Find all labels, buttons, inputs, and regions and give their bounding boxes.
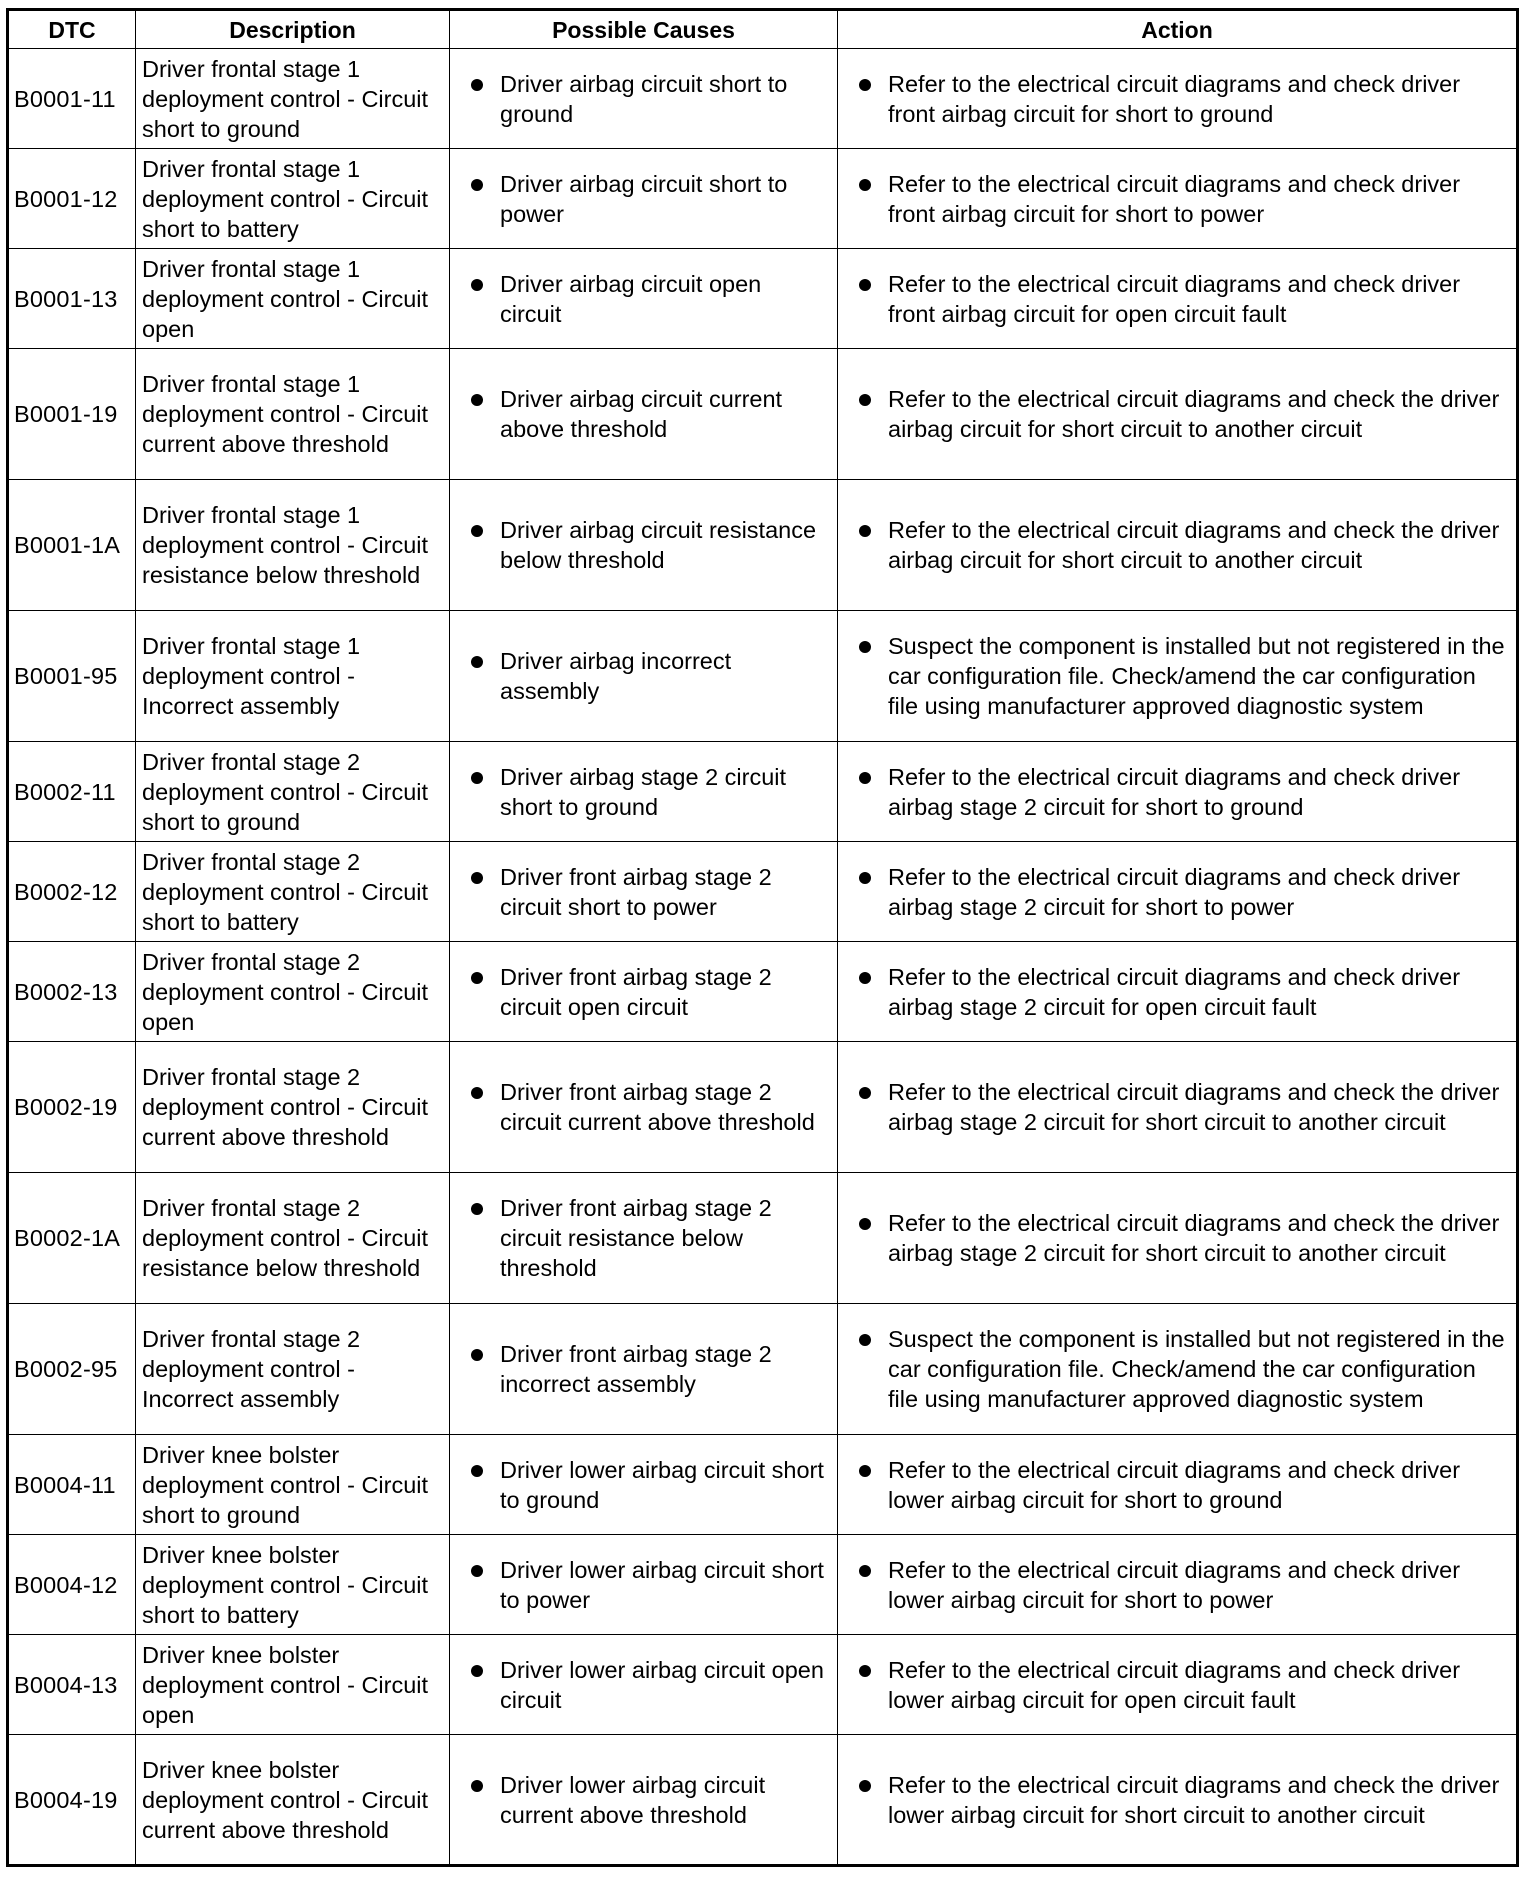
table-row xyxy=(8,480,1518,611)
table-row xyxy=(8,1735,1518,1866)
action-item xyxy=(856,69,1506,129)
dtc-code: B0002-95 xyxy=(8,1304,136,1435)
possible-cause-cell xyxy=(450,1042,838,1173)
dtc-description: Driver frontal stage 2 deployment control - Circuit current above threshold xyxy=(136,1042,450,1173)
table-row xyxy=(8,742,1518,842)
action-item xyxy=(856,1555,1506,1615)
possible-cause-text: Driver airbag circuit short to ground xyxy=(500,70,788,127)
dtc-code: B0002-1A xyxy=(8,1173,136,1304)
bullet-icon xyxy=(471,1780,483,1792)
bullet-icon xyxy=(471,1203,483,1215)
dtc-description: Driver knee bolster deployment control - Circuit short to ground xyxy=(136,1435,450,1535)
dtc-description: Driver frontal stage 2 deployment control - Circuit short to battery xyxy=(136,842,450,942)
table-row xyxy=(8,249,1518,349)
table-row xyxy=(8,842,1518,942)
possible-cause-text: Driver lower airbag circuit short to power xyxy=(500,1556,824,1613)
bullet-icon xyxy=(859,772,871,784)
bullet-icon xyxy=(471,972,483,984)
action-item xyxy=(856,1655,1506,1715)
bullet-icon xyxy=(859,394,871,406)
possible-cause-cell xyxy=(450,742,838,842)
possible-cause-cell xyxy=(450,1535,838,1635)
action-text: Refer to the electrical circuit diagrams and check driver airbag stage 2 circuit for short to power xyxy=(888,863,1461,920)
bullet-icon xyxy=(859,1565,871,1577)
action-cell xyxy=(838,249,1518,349)
possible-cause-text: Driver front airbag stage 2 circuit short to power xyxy=(500,863,772,920)
table-row xyxy=(8,942,1518,1042)
possible-cause-text: Driver lower airbag circuit short to ground xyxy=(500,1456,824,1513)
dtc-code: B0001-95 xyxy=(8,611,136,742)
dtc-description: Driver frontal stage 2 deployment control - Circuit resistance below threshold xyxy=(136,1173,450,1304)
possible-cause-item xyxy=(468,269,827,329)
possible-cause-item xyxy=(468,1455,827,1515)
action-text: Refer to the electrical circuit diagrams and check driver front airbag circuit for short to ground xyxy=(888,70,1461,127)
possible-cause-item xyxy=(468,515,827,575)
possible-cause-text: Driver front airbag stage 2 circuit open circuit xyxy=(500,963,772,1020)
bullet-icon xyxy=(859,972,871,984)
possible-cause-cell xyxy=(450,1173,838,1304)
action-cell xyxy=(838,1635,1518,1735)
bullet-icon xyxy=(859,179,871,191)
action-item xyxy=(856,962,1506,1022)
column-header-dtc: DTC xyxy=(8,10,136,49)
bullet-icon xyxy=(471,772,483,784)
dtc-code: B0004-11 xyxy=(8,1435,136,1535)
action-text: Refer to the electrical circuit diagrams and check driver airbag stage 2 circuit for open circuit fault xyxy=(888,963,1461,1020)
bullet-icon xyxy=(859,872,871,884)
possible-cause-item xyxy=(468,1193,827,1283)
possible-cause-item xyxy=(468,762,827,822)
action-text: Refer to the electrical circuit diagrams and check driver front airbag circuit for short to power xyxy=(888,170,1461,227)
dtc-description: Driver knee bolster deployment control - Circuit current above threshold xyxy=(136,1735,450,1866)
table-row xyxy=(8,1173,1518,1304)
action-item xyxy=(856,269,1506,329)
dtc-code: B0002-19 xyxy=(8,1042,136,1173)
dtc-code: B0004-12 xyxy=(8,1535,136,1635)
possible-cause-item xyxy=(468,1339,827,1399)
possible-cause-item xyxy=(468,1770,827,1830)
bullet-icon xyxy=(859,279,871,291)
possible-cause-text: Driver front airbag stage 2 incorrect assembly xyxy=(500,1341,772,1397)
dtc-code: B0002-13 xyxy=(8,942,136,1042)
table-row xyxy=(8,1042,1518,1173)
possible-cause-cell xyxy=(450,149,838,249)
bullet-icon xyxy=(859,1087,871,1099)
possible-cause-cell xyxy=(450,1435,838,1535)
possible-cause-text: Driver lower airbag circuit current above threshold xyxy=(500,1771,766,1828)
bullet-icon xyxy=(471,1665,483,1677)
table-row xyxy=(8,1535,1518,1635)
bullet-icon xyxy=(471,279,483,291)
possible-cause-item xyxy=(468,169,827,229)
column-header-description: Description xyxy=(136,10,450,49)
dtc-description: Driver frontal stage 2 deployment control - Circuit short to ground xyxy=(136,742,450,842)
table-row xyxy=(8,49,1518,149)
action-text: Refer to the electrical circuit diagrams and check the driver airbag stage 2 circuit for short circuit to another circuit xyxy=(888,1079,1500,1135)
table-row xyxy=(8,1304,1518,1435)
action-item xyxy=(856,1208,1506,1268)
bullet-icon xyxy=(859,79,871,91)
action-cell xyxy=(838,480,1518,611)
bullet-icon xyxy=(859,1780,871,1792)
action-item xyxy=(856,515,1506,575)
possible-cause-cell xyxy=(450,1735,838,1866)
column-header-action: Action xyxy=(838,10,1518,49)
action-cell xyxy=(838,842,1518,942)
dtc-description: Driver frontal stage 1 deployment control - Circuit short to ground xyxy=(136,49,450,149)
dtc-code: B0002-11 xyxy=(8,742,136,842)
possible-cause-cell xyxy=(450,1635,838,1735)
action-text: Refer to the electrical circuit diagrams and check the driver airbag circuit for short circuit to another circuit xyxy=(888,386,1500,442)
action-item xyxy=(856,384,1506,444)
bullet-icon xyxy=(859,1665,871,1677)
bullet-icon xyxy=(471,179,483,191)
bullet-icon xyxy=(859,1218,871,1230)
action-cell xyxy=(838,1535,1518,1635)
action-item xyxy=(856,762,1506,822)
table-row xyxy=(8,349,1518,480)
dtc-code: B0002-12 xyxy=(8,842,136,942)
possible-cause-cell xyxy=(450,611,838,742)
possible-cause-text: Driver lower airbag circuit open circuit xyxy=(500,1656,824,1713)
dtc-code: B0004-13 xyxy=(8,1635,136,1735)
action-cell xyxy=(838,1735,1518,1866)
action-text: Refer to the electrical circuit diagrams and check driver airbag stage 2 circuit for short to ground xyxy=(888,763,1461,820)
table-row xyxy=(8,1435,1518,1535)
action-text: Suspect the component is installed but not registered in the car configuration file. Check/amend the car configuration file using manufacturer approved diagnostic system xyxy=(888,1326,1505,1412)
possible-cause-item xyxy=(468,1655,827,1715)
action-item xyxy=(856,1077,1506,1137)
possible-cause-text: Driver airbag incorrect assembly xyxy=(500,648,732,704)
action-text: Refer to the electrical circuit diagrams and check driver front airbag circuit for open circuit fault xyxy=(888,270,1461,327)
bullet-icon xyxy=(859,525,871,537)
action-text: Refer to the electrical circuit diagrams and check the driver airbag circuit for short circuit to another circuit xyxy=(888,517,1500,573)
dtc-description: Driver frontal stage 1 deployment control - Circuit current above threshold xyxy=(136,349,450,480)
bullet-icon xyxy=(471,1565,483,1577)
action-text: Refer to the electrical circuit diagrams and check the driver lower airbag circuit for short circuit to another circuit xyxy=(888,1771,1500,1828)
action-cell xyxy=(838,742,1518,842)
possible-cause-text: Driver airbag circuit current above threshold xyxy=(500,386,783,442)
action-text: Refer to the electrical circuit diagrams and check driver lower airbag circuit for short to ground xyxy=(888,1456,1461,1513)
action-text: Refer to the electrical circuit diagrams and check driver lower airbag circuit for short to power xyxy=(888,1556,1461,1613)
possible-cause-text: Driver airbag circuit short to power xyxy=(500,170,788,227)
bullet-icon xyxy=(471,1349,483,1361)
action-item xyxy=(856,631,1506,721)
bullet-icon xyxy=(471,525,483,537)
possible-cause-item xyxy=(468,1555,827,1615)
action-cell xyxy=(838,49,1518,149)
possible-cause-cell xyxy=(450,942,838,1042)
possible-cause-cell xyxy=(450,842,838,942)
bullet-icon xyxy=(859,1334,871,1346)
table-row xyxy=(8,611,1518,742)
possible-cause-text: Driver front airbag stage 2 circuit resistance below threshold xyxy=(500,1195,772,1281)
possible-cause-cell xyxy=(450,249,838,349)
possible-cause-item xyxy=(468,384,827,444)
possible-cause-cell xyxy=(450,1304,838,1435)
possible-cause-item xyxy=(468,1077,827,1137)
action-cell xyxy=(838,1435,1518,1535)
action-cell xyxy=(838,1304,1518,1435)
dtc-description: Driver frontal stage 1 deployment control - Circuit short to battery xyxy=(136,149,450,249)
action-text: Refer to the electrical circuit diagrams and check driver lower airbag circuit for open circuit fault xyxy=(888,1656,1461,1713)
possible-cause-item xyxy=(468,69,827,129)
table-row xyxy=(8,1635,1518,1735)
action-text: Refer to the electrical circuit diagrams and check the driver airbag stage 2 circuit for short circuit to another circuit xyxy=(888,1210,1500,1266)
table-header-row xyxy=(8,10,1518,49)
bullet-icon xyxy=(859,1465,871,1477)
dtc-code: B0004-19 xyxy=(8,1735,136,1866)
bullet-icon xyxy=(471,1465,483,1477)
bullet-icon xyxy=(471,79,483,91)
dtc-table xyxy=(6,8,1519,1867)
action-cell xyxy=(838,942,1518,1042)
action-item xyxy=(856,1455,1506,1515)
action-item xyxy=(856,1324,1506,1414)
possible-cause-cell xyxy=(450,480,838,611)
dtc-description: Driver knee bolster deployment control - Circuit short to battery xyxy=(136,1535,450,1635)
dtc-description: Driver frontal stage 2 deployment control - Incorrect assembly xyxy=(136,1304,450,1435)
action-item xyxy=(856,1770,1506,1830)
dtc-description: Driver knee bolster deployment control - Circuit open xyxy=(136,1635,450,1735)
bullet-icon xyxy=(471,394,483,406)
possible-cause-cell xyxy=(450,49,838,149)
action-item xyxy=(856,169,1506,229)
dtc-code: B0001-13 xyxy=(8,249,136,349)
dtc-description: Driver frontal stage 1 deployment control - Circuit resistance below threshold xyxy=(136,480,450,611)
possible-cause-item xyxy=(468,646,827,706)
action-cell xyxy=(838,1173,1518,1304)
action-cell xyxy=(838,611,1518,742)
possible-cause-item xyxy=(468,862,827,922)
dtc-description: Driver frontal stage 1 deployment control - Incorrect assembly xyxy=(136,611,450,742)
possible-cause-text: Driver airbag stage 2 circuit short to ground xyxy=(500,763,787,820)
action-item xyxy=(856,862,1506,922)
action-cell xyxy=(838,349,1518,480)
bullet-icon xyxy=(471,872,483,884)
dtc-description: Driver frontal stage 1 deployment control - Circuit open xyxy=(136,249,450,349)
dtc-code: B0001-1A xyxy=(8,480,136,611)
possible-cause-text: Driver front airbag stage 2 circuit current above threshold xyxy=(500,1079,815,1135)
bullet-icon xyxy=(471,656,483,668)
possible-cause-item xyxy=(468,962,827,1022)
bullet-icon xyxy=(471,1087,483,1099)
dtc-code: B0001-11 xyxy=(8,49,136,149)
possible-cause-cell xyxy=(450,349,838,480)
action-cell xyxy=(838,149,1518,249)
dtc-code: B0001-19 xyxy=(8,349,136,480)
possible-cause-text: Driver airbag circuit resistance below threshold xyxy=(500,517,817,573)
dtc-description: Driver frontal stage 2 deployment control - Circuit open xyxy=(136,942,450,1042)
possible-cause-text: Driver airbag circuit open circuit xyxy=(500,270,762,327)
table-row xyxy=(8,149,1518,249)
action-cell xyxy=(838,1042,1518,1173)
dtc-code: B0001-12 xyxy=(8,149,136,249)
bullet-icon xyxy=(859,641,871,653)
column-header-possible-causes: Possible Causes xyxy=(450,10,838,49)
action-text: Suspect the component is installed but not registered in the car configuration file. Check/amend the car configuration file using manufacturer approved diagnostic system xyxy=(888,633,1505,719)
